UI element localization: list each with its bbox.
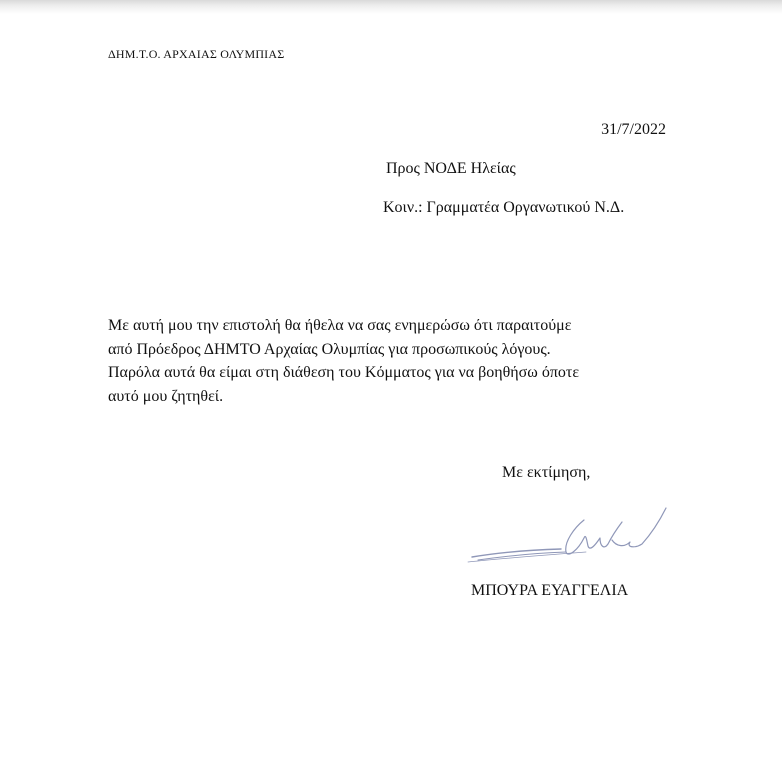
body-line: Με αυτή μου την επιστολή θα ήθελα να σας ενημερώσω ότι παραιτούμε [108, 317, 572, 334]
recipient-line: Προς ΝΟΔΕ Ηλείας [386, 160, 516, 177]
body-line: από Πρόεδρος ΔΗΜΤΟ Αρχαίας Ολυμπίας για προσωπικούς λόγους. [108, 340, 551, 358]
body-line: Παρόλα αυτά θα είμαι στη διάθεση του Κόμματος για να βοηθήσω όποτε [108, 364, 580, 381]
cc-line: Κοιν.: Γραμματέα Οργανωτικού Ν.Δ. [383, 199, 625, 216]
sender-name: ΜΠΟΥΡΑ ΕΥΑΓΓΕΛΙΑ [471, 582, 629, 599]
letter-body [108, 314, 668, 408]
organization-header: ΔΗΜ.Τ.Ο. ΑΡΧΑΙΑΣ ΟΛΥΜΠΙΑΣ [108, 47, 285, 61]
closing-line: Με εκτίμηση, [502, 464, 591, 481]
letter-date: 31/7/2022 [601, 121, 666, 138]
signature-icon [466, 500, 676, 570]
body-line: αυτό μου ζητηθεί. [108, 387, 224, 405]
